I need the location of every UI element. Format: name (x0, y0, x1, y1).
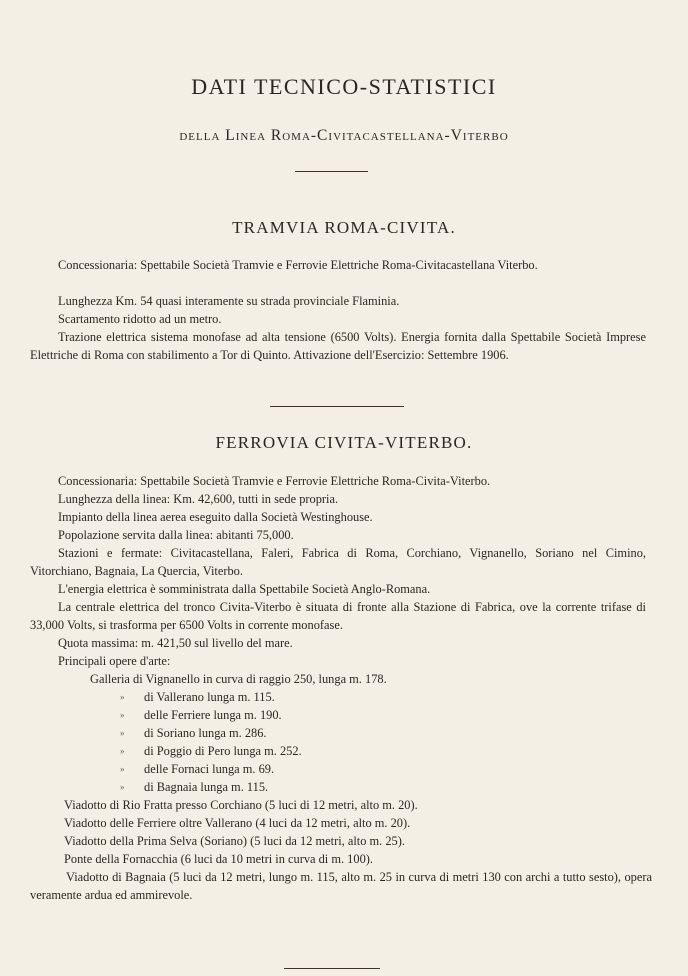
ferrovia-energia: L'energia elettrica è somministrata dalla Spettabile Società Anglo-Romana. (58, 582, 431, 596)
tramvia-trazione: Trazione elettrica sistema monofase ad alta tensione (6500 Volts). Energia fornita dalla Spettabile Società Imprese Elettriche di Roma con stabilimento a Tor di Quinto. Attivazione dell'Esercizio: Settembre 1906. (30, 330, 646, 363)
ferrovia-opere-label: Principali opere d'arte: (58, 654, 171, 668)
galleria-item: di Bagnaia lunga m. 115. (144, 780, 269, 794)
ferrovia-lunghezza: Lunghezza della linea: Km. 42,600, tutti in sede propria. (58, 492, 339, 506)
tramvia-heading: TRAMVIA ROMA-CIVITA. (232, 218, 456, 237)
ditto-mark: » (120, 692, 125, 702)
section-divider (270, 406, 404, 407)
galleria-item: di Soriano lunga m. 286. (144, 726, 267, 740)
ditto-mark: » (120, 782, 125, 792)
ferrovia-quota: Quota massima: m. 421,50 sul livello del mare. (58, 636, 293, 650)
ferrovia-centrale: La centrale elettrica del tronco Civita-Viterbo è situata di fronte alla Stazione di Fabrica, ove la corrente trifase di 33,000 Volts, si trasforma per 6500 Volts in corrente monofase. (30, 600, 646, 633)
ferrovia-popolazione: Popolazione servita dalla linea: abitanti 75,000. (58, 528, 294, 542)
viadotto-item: Viadotto della Prima Selva (Soriano) (5 luci da 12 metri, alto m. 25). (64, 834, 405, 848)
title-divider (295, 171, 368, 172)
ferrovia-heading: FERROVIA CIVITA-VITERBO. (215, 433, 473, 452)
ditto-mark: » (120, 764, 125, 774)
page-subtitle: della Linea Roma-Civitacastellana-Viterbo (179, 127, 509, 144)
galleria-item: delle Fornaci lunga m. 69. (144, 762, 275, 776)
viadotto-bagnaia: Viadotto di Bagnaia (5 luci da 12 metri, lungo m. 115, alto m. 25 in curva di metri 130 con archi a tutto sesto), opera veramente ardua ed ammirevole. (30, 870, 652, 903)
tramvia-lunghezza: Lunghezza Km. 54 quasi interamente su strada provinciale Flaminia. (58, 294, 400, 308)
viadotto-item: Ponte della Fornacchia (6 luci da 10 metri in curva di m. 100). (64, 852, 373, 866)
galleria-item: di Vallerano lunga m. 115. (144, 690, 275, 704)
ferrovia-stazioni: Stazioni e fermate: Civitacastellana, Faleri, Fabrica di Roma, Corchiano, Vignanello, Soriano nel Cimino, Vitorchiano, Bagnaia, La Quercia, Viterbo. (30, 546, 646, 579)
viadotto-item: Viadotto di Rio Fratta presso Corchiano (5 luci di 12 metri, alto m. 20). (64, 798, 418, 812)
tramvia-scartamento: Scartamento ridotto ad un metro. (58, 312, 222, 326)
galleria-item: delle Ferriere lunga m. 190. (144, 708, 282, 722)
ditto-mark: » (120, 746, 125, 756)
page-title: DATI TECNICO-STATISTICI (191, 74, 497, 99)
footer-divider (284, 968, 380, 969)
viadotto-item: Viadotto delle Ferriere oltre Vallerano (4 luci da 12 metri, alto m. 20). (64, 816, 411, 830)
galleria-vignanello: Galleria di Vignanello in curva di raggio 250, lunga m. 178. (90, 672, 387, 686)
tramvia-concessionaria: Concessionaria: Spettabile Società Tramvie e Ferrovie Elettriche Roma-Civitacastellana Viterbo. (58, 258, 538, 272)
ditto-mark: » (120, 728, 125, 738)
ditto-mark: » (120, 710, 125, 720)
ferrovia-concessionaria: Concessionaria: Spettabile Società Tramvie e Ferrovie Elettriche Roma-Civita-Viterbo. (58, 474, 491, 488)
ferrovia-impianto: Impianto della linea aerea eseguito dalla Società Westinghouse. (58, 510, 373, 524)
galleria-item: di Poggio di Pero lunga m. 252. (144, 744, 302, 758)
